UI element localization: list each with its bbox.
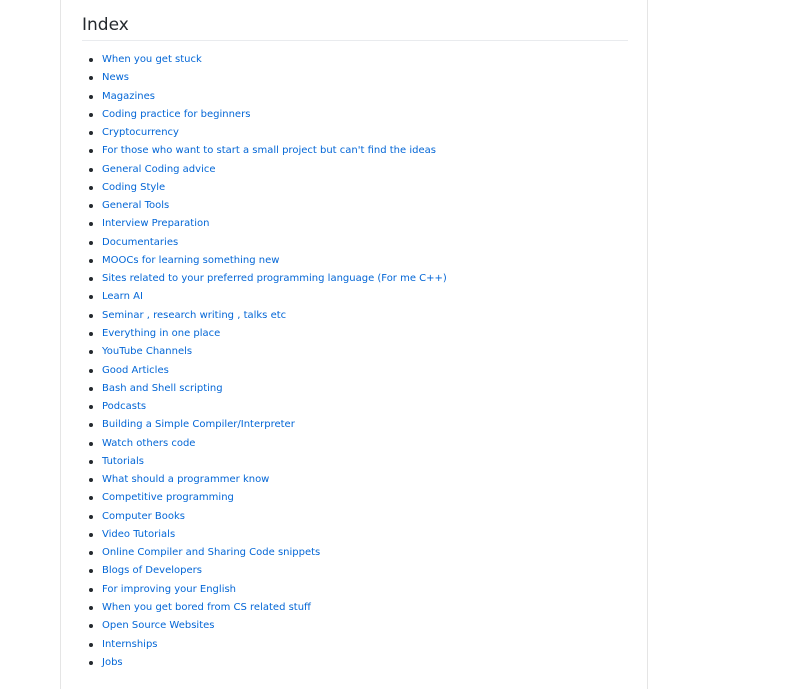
index-link[interactable]: Interview Preparation	[102, 218, 210, 230]
bullet-icon	[89, 204, 93, 208]
bullet-icon	[89, 496, 93, 500]
bullet-icon	[89, 186, 93, 190]
list-item	[102, 416, 447, 434]
list-item	[102, 325, 447, 343]
index-link[interactable]: MOOCs for learning something new	[102, 254, 280, 266]
list-item	[102, 142, 447, 160]
index-link[interactable]: Coding practice for beginners	[102, 108, 251, 120]
index-link[interactable]: Magazines	[102, 90, 155, 102]
list-item	[102, 124, 447, 142]
bullet-icon	[89, 551, 93, 555]
index-link[interactable]: Building a Simple Compiler/Interpreter	[102, 419, 295, 431]
bullet-icon	[89, 95, 93, 99]
index-link[interactable]: Watch others code	[102, 437, 196, 449]
bullet-icon	[89, 131, 93, 135]
list-item	[102, 617, 447, 635]
bullet-icon	[89, 295, 93, 299]
index-link[interactable]: Sites related to your preferred programming language (For me C++)	[102, 273, 447, 285]
bullet-icon	[89, 76, 93, 80]
index-link[interactable]: Jobs	[102, 656, 123, 668]
index-link[interactable]: YouTube Channels	[102, 346, 193, 358]
bullet-icon	[89, 405, 93, 409]
bullet-icon	[89, 369, 93, 373]
bullet-icon	[89, 387, 93, 391]
list-item	[102, 161, 447, 179]
list-item	[102, 343, 447, 361]
index-link[interactable]: Computer Books	[102, 510, 185, 522]
list-item	[102, 215, 447, 233]
bullet-icon	[89, 606, 93, 610]
bullet-icon	[89, 259, 93, 263]
bullet-icon	[89, 478, 93, 482]
bullet-icon	[89, 113, 93, 117]
bullet-icon	[89, 332, 93, 336]
bullet-icon	[89, 350, 93, 354]
list-item	[102, 435, 447, 453]
list-item	[102, 69, 447, 87]
list-item	[102, 562, 447, 580]
readme-content-panel	[60, 0, 648, 689]
bullet-icon	[89, 460, 93, 464]
list-item	[102, 544, 447, 562]
index-link[interactable]: For improving your English	[102, 583, 237, 595]
index-link[interactable]: Documentaries	[102, 236, 179, 248]
list-item	[102, 471, 447, 489]
list-item	[102, 398, 447, 416]
list-item	[102, 270, 447, 288]
index-link[interactable]: Everything in one place	[102, 327, 221, 339]
list-item	[102, 362, 447, 380]
list-item	[102, 453, 447, 471]
list-item	[102, 307, 447, 325]
index-link[interactable]: Cryptocurrency	[102, 127, 179, 139]
bullet-icon	[89, 168, 93, 172]
list-item	[102, 380, 447, 398]
index-link[interactable]: Learn AI	[102, 291, 143, 303]
index-list	[102, 51, 447, 672]
list-item	[102, 599, 447, 617]
index-link[interactable]: General Tools	[102, 200, 170, 212]
bullet-icon	[89, 569, 93, 573]
list-item	[102, 197, 447, 215]
index-link[interactable]: General Coding advice	[102, 163, 216, 175]
list-item	[102, 51, 447, 69]
list-item	[102, 106, 447, 124]
bullet-icon	[89, 58, 93, 62]
index-link[interactable]: Podcasts	[102, 401, 147, 413]
bullet-icon	[89, 533, 93, 537]
bullet-icon	[89, 515, 93, 519]
bullet-icon	[89, 588, 93, 592]
index-link[interactable]: When you get bored from CS related stuff	[102, 601, 311, 613]
index-link[interactable]: Bash and Shell scripting	[102, 382, 223, 394]
index-link[interactable]: Video Tutorials	[102, 528, 176, 540]
bullet-icon	[89, 423, 93, 427]
list-item	[102, 526, 447, 544]
index-link[interactable]: Tutorials	[102, 455, 144, 467]
bullet-icon	[89, 277, 93, 281]
bullet-icon	[89, 222, 93, 226]
list-item	[102, 489, 447, 507]
list-item	[102, 508, 447, 526]
heading-divider	[82, 40, 628, 41]
list-item	[102, 179, 447, 197]
list-item	[102, 252, 447, 270]
index-link[interactable]: Online Compiler and Sharing Code snippets	[102, 547, 321, 559]
list-item	[102, 88, 447, 106]
list-item	[102, 234, 447, 252]
index-link[interactable]: Competitive programming	[102, 492, 234, 504]
index-link[interactable]: For those who want to start a small project but can't find the ideas	[102, 145, 436, 157]
list-item	[102, 581, 447, 599]
index-link[interactable]: Seminar , research writing , talks etc	[102, 309, 287, 321]
bullet-icon	[89, 661, 93, 665]
index-link[interactable]: Blogs of Developers	[102, 565, 202, 577]
list-item	[102, 636, 447, 654]
index-link[interactable]: News	[102, 72, 130, 84]
list-item	[102, 288, 447, 306]
bullet-icon	[89, 624, 93, 628]
bullet-icon	[89, 643, 93, 647]
bullet-icon	[89, 241, 93, 245]
bullet-icon	[89, 314, 93, 318]
index-link[interactable]: When you get stuck	[102, 54, 202, 65]
index-link[interactable]: Coding Style	[102, 181, 166, 193]
index-link[interactable]: Good Articles	[102, 364, 169, 376]
index-link[interactable]: Internships	[102, 638, 158, 650]
index-heading: Index	[82, 15, 129, 35]
bullet-icon	[89, 149, 93, 153]
index-link[interactable]: Open Source Websites	[102, 620, 215, 632]
bullet-icon	[89, 442, 93, 446]
index-link[interactable]: What should a programmer know	[102, 474, 270, 486]
list-item	[102, 654, 447, 672]
